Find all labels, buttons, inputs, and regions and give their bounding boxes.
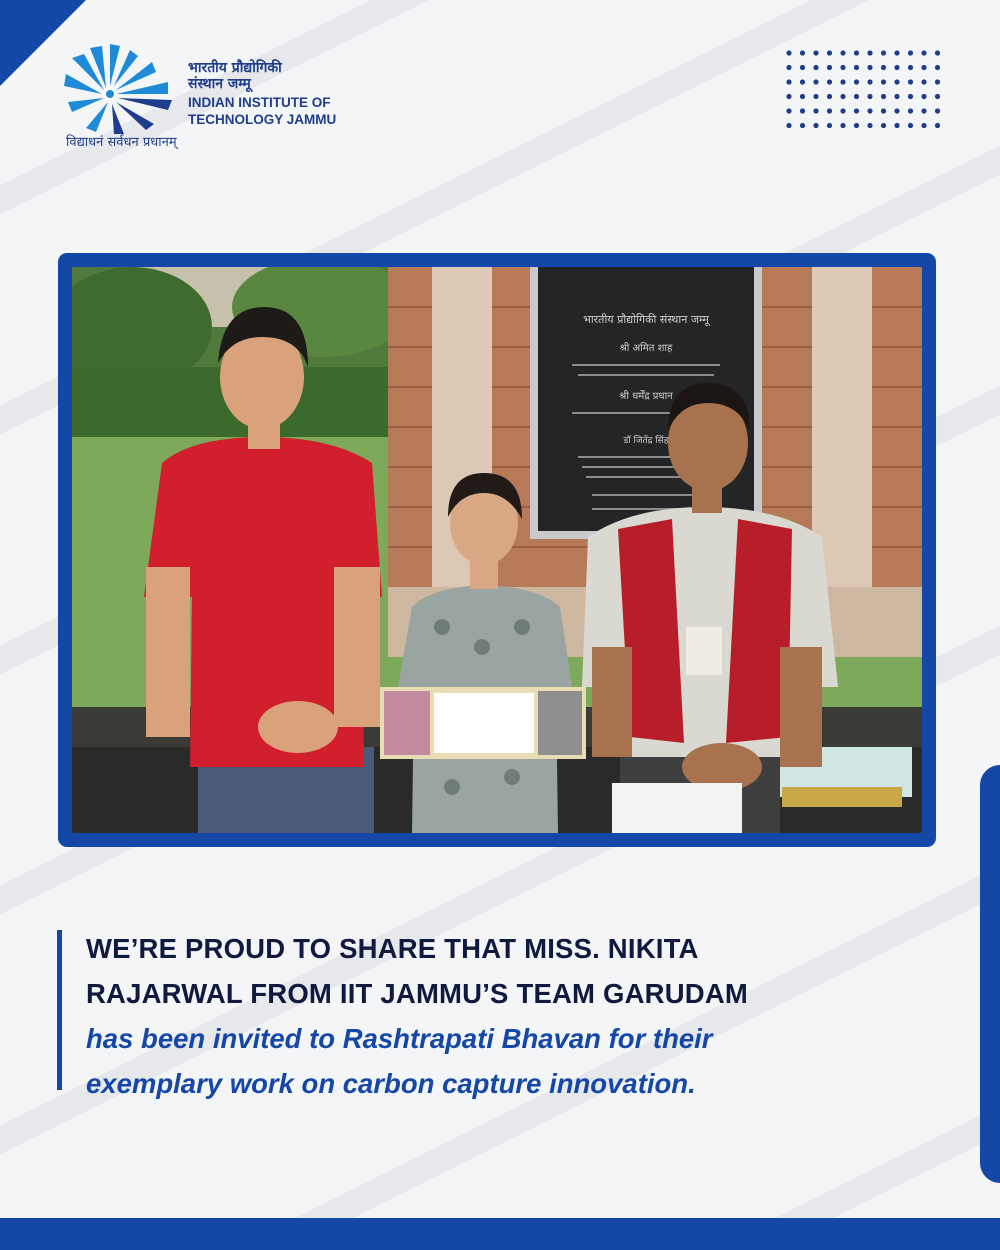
decoration-dot bbox=[921, 79, 926, 84]
decoration-dot bbox=[935, 50, 940, 55]
decoration-dot bbox=[867, 65, 872, 70]
caption-accent-bar bbox=[57, 930, 62, 1090]
decoration-dot bbox=[827, 50, 832, 55]
decoration-dot bbox=[935, 65, 940, 70]
decoration-dot bbox=[881, 65, 886, 70]
decoration-dot bbox=[935, 94, 940, 99]
plaque-name-1: श्री अमित शाह bbox=[619, 343, 673, 354]
decoration-dot bbox=[881, 94, 886, 99]
decoration-dot bbox=[786, 65, 791, 70]
decoration-dot bbox=[867, 123, 872, 128]
decoration-dot bbox=[840, 108, 845, 113]
caption-detail-line1: has been invited to Rashtrapati Bhavan for their bbox=[86, 1023, 713, 1054]
decoration-dot bbox=[854, 79, 859, 84]
decoration-dot bbox=[881, 79, 886, 84]
decoration-dot bbox=[813, 108, 818, 113]
institute-logo bbox=[64, 44, 354, 154]
footer-bar bbox=[0, 1218, 1000, 1250]
decoration-dot bbox=[894, 94, 899, 99]
decoration-dot bbox=[840, 50, 845, 55]
group-photo-illustration bbox=[72, 267, 922, 833]
decoration-dot bbox=[813, 65, 818, 70]
announcement-caption bbox=[86, 926, 946, 1106]
institute-name bbox=[188, 60, 358, 128]
decoration-dot bbox=[786, 94, 791, 99]
decoration-dot bbox=[921, 50, 926, 55]
decoration-dot bbox=[840, 79, 845, 84]
decoration-dot bbox=[908, 50, 913, 55]
decoration-dot bbox=[854, 108, 859, 113]
decoration-dot bbox=[786, 108, 791, 113]
decoration-dot bbox=[827, 108, 832, 113]
caption-detail-line2: exemplary work on carbon capture innovation. bbox=[86, 1068, 696, 1099]
decoration-dot bbox=[854, 94, 859, 99]
decoration-dot bbox=[827, 79, 832, 84]
decoration-dot bbox=[894, 108, 899, 113]
decoration-dot bbox=[854, 123, 859, 128]
decoration-dot bbox=[881, 50, 886, 55]
decoration-dot bbox=[840, 65, 845, 70]
decoration-dot bbox=[867, 79, 872, 84]
decoration-dot bbox=[908, 123, 913, 128]
decoration-dot bbox=[813, 94, 818, 99]
decoration-dot bbox=[935, 79, 940, 84]
decoration-dot bbox=[881, 123, 886, 128]
decoration-dot bbox=[786, 50, 791, 55]
institute-motto: विद्याधनं सर्वधन प्रधानम् bbox=[66, 135, 177, 150]
decoration-dot bbox=[867, 94, 872, 99]
decoration-dot bbox=[827, 65, 832, 70]
institute-name-english-line1: INDIAN INSTITUTE OF bbox=[188, 95, 331, 110]
caption-headline-line1: WE’RE PROUD TO SHARE THAT MISS. NIKITA bbox=[86, 933, 699, 964]
decoration-dot bbox=[854, 65, 859, 70]
decoration-dot bbox=[894, 65, 899, 70]
decoration-dot bbox=[881, 108, 886, 113]
decoration-dot bbox=[813, 50, 818, 55]
decoration-dot bbox=[827, 94, 832, 99]
iit-jammu-sunburst-logo-icon bbox=[64, 44, 176, 134]
decoration-dot bbox=[800, 94, 805, 99]
decoration-dot bbox=[935, 123, 940, 128]
decoration-dot bbox=[840, 123, 845, 128]
dot-grid-decoration bbox=[786, 50, 946, 130]
decoration-dot bbox=[894, 123, 899, 128]
decoration-dot bbox=[894, 50, 899, 55]
group-photo bbox=[72, 267, 922, 833]
decoration-dot bbox=[921, 94, 926, 99]
decoration-dot bbox=[921, 65, 926, 70]
decoration-dot bbox=[800, 50, 805, 55]
institute-name-hindi-line2: संस्थान जम्मू bbox=[188, 76, 251, 92]
plaque-name-2: श्री धर्मेंद्र प्रधान bbox=[619, 391, 673, 402]
decoration-dot bbox=[908, 79, 913, 84]
photo-frame bbox=[58, 253, 936, 847]
decoration-dot bbox=[800, 123, 805, 128]
decoration-dot bbox=[800, 79, 805, 84]
institute-name-hindi-line1: भारतीय प्रौद्योगिकी bbox=[188, 60, 282, 76]
decoration-dot bbox=[867, 50, 872, 55]
decoration-dot bbox=[786, 123, 791, 128]
decoration-dot bbox=[935, 108, 940, 113]
decoration-dot bbox=[813, 79, 818, 84]
decoration-dot bbox=[800, 108, 805, 113]
decoration-dot bbox=[813, 123, 818, 128]
side-accent-tab bbox=[980, 765, 1000, 1183]
decoration-dot bbox=[786, 79, 791, 84]
decoration-dot bbox=[854, 50, 859, 55]
decoration-dot bbox=[800, 65, 805, 70]
decoration-dot bbox=[921, 123, 926, 128]
decoration-dot bbox=[921, 108, 926, 113]
decoration-dot bbox=[908, 65, 913, 70]
institute-name-english-line2: TECHNOLOGY JAMMU bbox=[188, 112, 337, 127]
decoration-dot bbox=[867, 108, 872, 113]
plaque-name-3: डॉ जितेंद्र सिंह bbox=[623, 436, 669, 446]
plaque-title: भारतीय प्रौद्योगिकी संस्थान जम्मू bbox=[583, 313, 709, 326]
decoration-dot bbox=[827, 123, 832, 128]
decoration-dot bbox=[894, 79, 899, 84]
caption-headline-line2: RAJARWAL FROM IIT JAMMU’S TEAM GARUDAM bbox=[86, 978, 748, 1009]
decoration-dot bbox=[908, 108, 913, 113]
decoration-dot bbox=[908, 94, 913, 99]
decoration-dot bbox=[840, 94, 845, 99]
